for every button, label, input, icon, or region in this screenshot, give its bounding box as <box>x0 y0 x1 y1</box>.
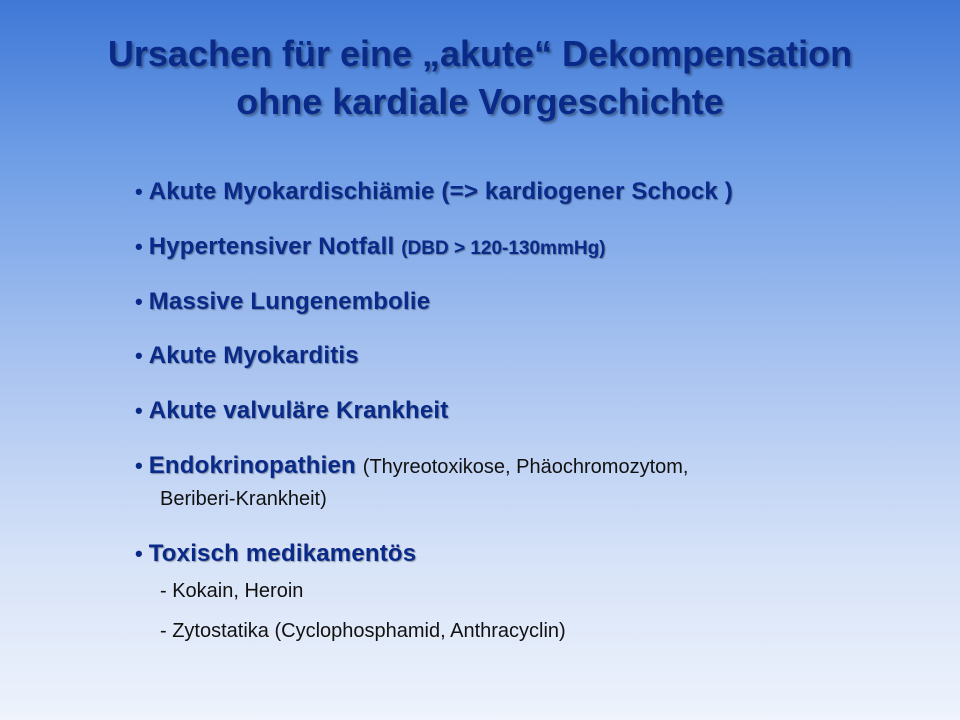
list-item-myokardischaemie <box>135 178 733 206</box>
bullet-icon: • <box>135 289 143 314</box>
item-label: Toxisch medikamentös <box>148 540 417 567</box>
item-label: Endokrinopathien <box>148 452 363 479</box>
item-label: Massive Lungenembolie <box>148 288 431 315</box>
item-label: Hypertensiver Notfall <box>148 233 402 260</box>
item-detail-line-1: (Thyreotoxikose, Phäochromozytom, <box>362 456 689 478</box>
bullet-icon: • <box>135 453 143 478</box>
item-label: Akute Myokardischiämie (=> kardiogener Schock ) <box>148 178 733 205</box>
list-item-endokrinopathien <box>135 452 688 480</box>
title-line-1: Ursachen für eine „akute“ Dekompensation <box>107 33 853 74</box>
bullet-icon: • <box>135 234 143 259</box>
item-label: Akute valvuläre Krankheit <box>148 397 449 424</box>
item-detail: (DBD > 120-130mmHg) <box>401 238 606 259</box>
sub-item-kokain-heroin: - Kokain, Heroin <box>160 580 304 602</box>
list-item-myokarditis <box>135 342 359 370</box>
list-item-valvulaere-krankheit <box>135 397 449 425</box>
title-line-2: ohne kardiale Vorgeschichte <box>236 81 724 122</box>
slide-title <box>0 30 960 126</box>
list-item-hypertensiver-notfall <box>135 233 606 261</box>
list-item-lungenembolie <box>135 288 430 316</box>
sub-item-zytostatika: - Zytostatika (Cyclophosphamid, Anthracyclin) <box>160 620 566 642</box>
bullet-icon: • <box>135 179 143 204</box>
list-item-toxisch-medikamentoes <box>135 540 416 568</box>
bullet-icon: • <box>135 541 143 566</box>
bullet-icon: • <box>135 398 143 423</box>
item-detail-line-2: Beriberi-Krankheit) <box>160 488 327 510</box>
item-label: Akute Myokarditis <box>148 342 359 369</box>
bullet-icon: • <box>135 343 143 368</box>
